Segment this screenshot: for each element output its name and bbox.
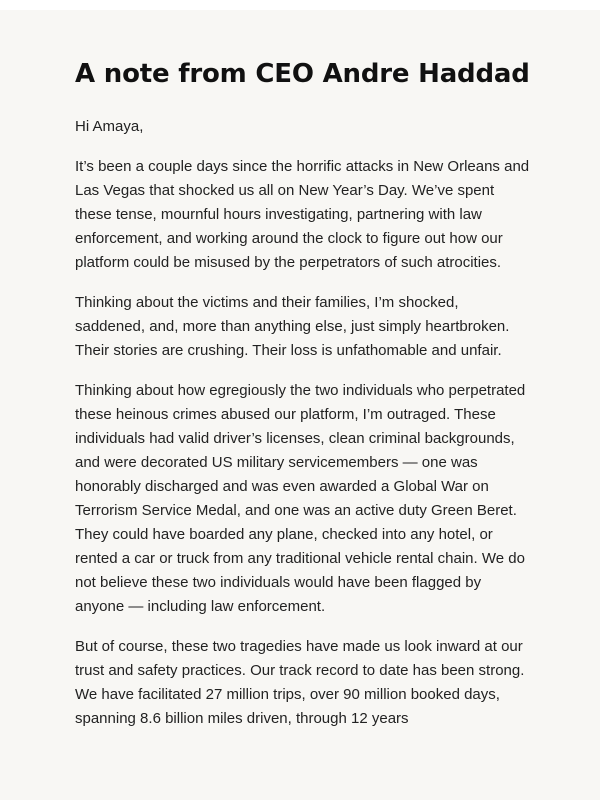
greeting: Hi Amaya, bbox=[75, 118, 144, 135]
paragraph: It’s been a couple days since the horrific attacks in New Orleans and Las Vegas that shocked us all on New Year’s Day. We’ve spent these tense, mournful hours investigating, partnering with law enforcement, and working around the clock to figure out how our platform could be misused by the perpetrators of such atrocities. bbox=[75, 158, 530, 271]
paragraph: But of course, these two tragedies have made us look inward at our trust and safety practices. Our track record to date has been strong. We have facilitated 27 million trips, over 90 million booked days, spanning 8.6 billion miles driven, through 12 years bbox=[75, 638, 525, 727]
page-title: A note from CEO Andre Haddad bbox=[75, 59, 530, 89]
paragraph: Thinking about how egregiously the two individuals who perpetrated these heinous crimes abused our platform, I’m outraged. These individuals had valid driver’s licenses, clean criminal backgrounds, and were decorated US military servicemembers — one was honorably discharged and was even awarded a Global War on Terrorism Service Medal, and one was an active duty Green Beret. They could have boarded any plane, checked into any hotel, or rented a car or truck from any traditional vehicle rental chain. We do not believe these two individuals would have been flagged by anyone — including law enforcement. bbox=[75, 382, 526, 615]
email-page bbox=[0, 10, 600, 800]
paragraph: Thinking about the victims and their families, I’m shocked, saddened, and, more than anything else, just simply heartbroken. Their stories are crushing. Their loss is unfathomable and unfair. bbox=[75, 294, 510, 359]
letter-body bbox=[75, 57, 530, 731]
